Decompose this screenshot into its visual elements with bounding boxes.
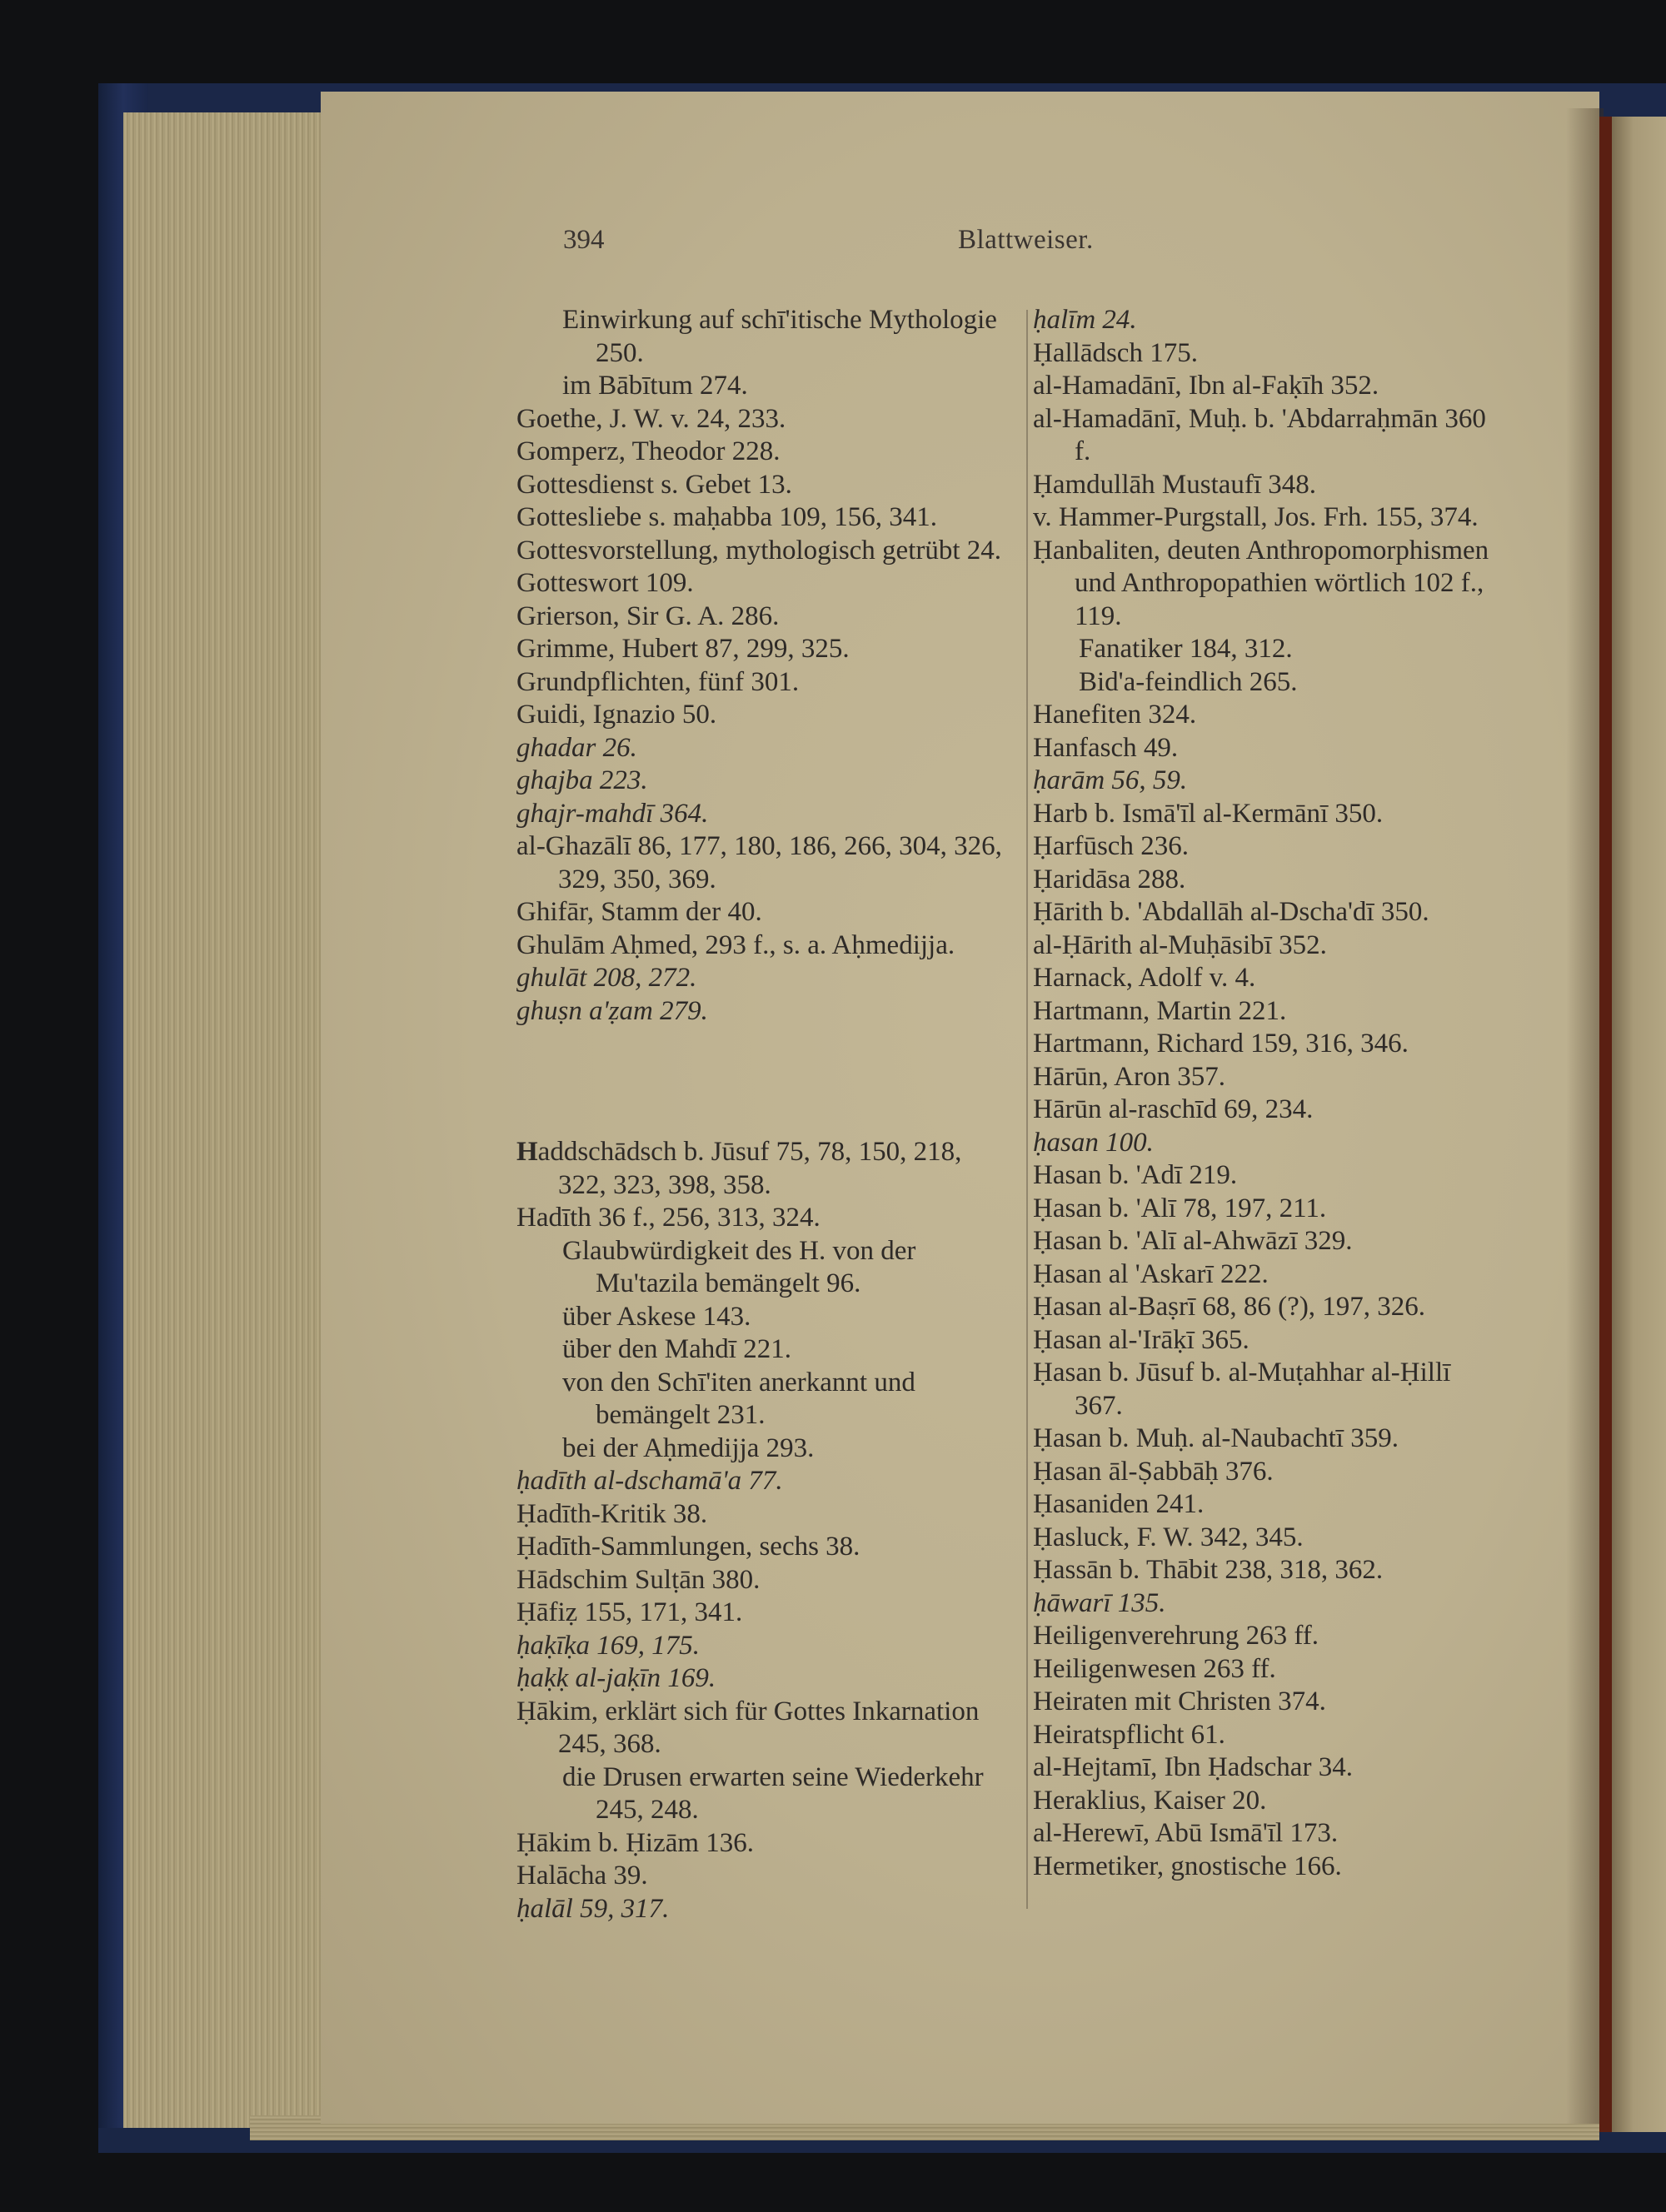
index-entry: Ḥanbaliten, deuten Anthropomorphismen und Anthropopathien wörtlich 102 f., 119. [1033, 535, 1489, 631]
index-entry: ḥaḳḳ al-jaḳīn 169. [516, 1663, 716, 1693]
index-entry: Halācha 39. [516, 1861, 648, 1891]
index-entry: Ḥadīth-Kritik 38. [516, 1498, 708, 1529]
running-head: Blattweiser. [958, 225, 1094, 255]
index-entry: Gottesdienst s. Gebet 13. [516, 469, 792, 500]
index-entry: ḥadīth al-dschamā'a 77. [516, 1466, 783, 1496]
index-entry: Hanfasch 49. [1033, 732, 1179, 763]
index-subentry: Fanatiker 184, 312. [1079, 634, 1293, 664]
index-subentry: Glaubwürdigkeit des H. von der Mu'tazila bemängelt 96. [562, 1235, 916, 1298]
index-subentry: bei der Aḥmedijja 293. [562, 1432, 815, 1463]
index-entry: Harb b. Ismā'īl al-Kermānī 350. [1033, 798, 1384, 829]
index-entry: ghajba 223. [516, 765, 648, 795]
index-entry: al-Hamadānī, Ibn al-Faḳīh 352. [1033, 371, 1379, 401]
index-entry: al-Herewī, Abū Ismā'īl 173. [1033, 1818, 1339, 1848]
index-subentry: über Askese 143. [562, 1301, 751, 1332]
index-entry: Ḥasan al-'Irāḳī 365. [1033, 1324, 1250, 1355]
index-entry: Hadīth 36 f., 256, 313, 324. [516, 1203, 821, 1233]
page-gutter [1566, 108, 1604, 2124]
index-entry: ghajr-mahdī 364. [516, 798, 709, 829]
index-entry: Ḥasan b. 'Alī 78, 197, 211. [1033, 1193, 1327, 1223]
index-entry: Heiratspflicht 61. [1033, 1719, 1225, 1750]
index-entry: ḥasan 100. [1033, 1127, 1154, 1158]
index-entry: Heiligenverehrung 263 ff. [1033, 1621, 1319, 1651]
index-entry: ghadar 26. [516, 732, 637, 763]
index-entry: ḥarām 56, 59. [1033, 765, 1188, 795]
index-subentry: von den Schī'iten anerkannt und bemängelt 231. [562, 1367, 915, 1430]
index-entry: Ḥarfūsch 236. [1033, 831, 1189, 861]
index-entry: ḥāwarī 135. [1033, 1587, 1166, 1618]
index-entry: Goethe, J. W. v. 24, 233. [516, 403, 786, 434]
index-subentry: die Drusen erwarten seine Wiederkehr 245, 248. [562, 1761, 984, 1825]
index-entry: Gotteswort 109. [516, 568, 694, 598]
index-subentry: über den Mahdī 221. [562, 1334, 791, 1364]
index-entry: Ghulām Aḥmed, 293 f., s. a. Aḥmedijja. [516, 929, 955, 960]
index-entry: Grundpflichten, fünf 301. [516, 666, 800, 697]
index-entry: Ḥārith b. 'Abdallāh al-Dscha'dī 350. [1033, 897, 1429, 927]
index-entry: Hermetiker, gnostische 166. [1033, 1851, 1342, 1881]
index-entry: Hārūn, Aron 357. [1033, 1061, 1225, 1092]
index-entry: Ḥamdullāh Mustaufī 348. [1033, 469, 1317, 500]
index-entry: Gomperz, Theodor 228. [516, 436, 781, 466]
index-entry: Ḥasluck, F. W. 342, 345. [1033, 1522, 1304, 1552]
index-entry: Ḥākim, erklärt sich für Gottes Inkarnation 245, 368. [516, 1696, 980, 1759]
index-entry: Ghifār, Stamm der 40. [516, 897, 762, 927]
index-entry: Grimme, Hubert 87, 299, 325. [516, 634, 850, 664]
index-entry: Gottesvorstellung, mythologisch getrübt 24. [516, 535, 1002, 565]
index-entry: Ḥaridāsa 288. [1033, 864, 1186, 894]
index-entry: al-Hamadānī, Muḥ. b. 'Abdarraḥmān 360 f. [1033, 403, 1486, 466]
index-entry: Ḥāfiẓ 155, 171, 341. [516, 1597, 743, 1627]
index-entry: Ḥasaniden 241. [1033, 1489, 1205, 1519]
index-column-right [1033, 304, 1499, 1883]
index-entry: ghulāt 208, 272. [516, 963, 697, 993]
index-entry: al-Ḥārith al-Muḥāsibī 352. [1033, 929, 1327, 960]
index-entry: Grierson, Sir G. A. 286. [516, 600, 780, 631]
index-entry: Gottesliebe s. maḥabba 109, 156, 341. [516, 502, 937, 532]
index-entry: Hārūn al-raschīd 69, 234. [1033, 1094, 1314, 1124]
index-entry: Heraklius, Kaiser 20. [1033, 1785, 1267, 1816]
index-entry: Hanefiten 324. [1033, 700, 1197, 730]
index-column-left [516, 304, 1016, 1926]
page-number: 394 [563, 225, 605, 255]
index-entry: Harnack, Adolf v. 4. [1033, 963, 1256, 993]
index-entry: Ḥadīth-Sammlungen, sechs 38. [516, 1532, 860, 1562]
index-entry: Heiligenwesen 263 ff. [1033, 1653, 1276, 1684]
index-entry: Ḥasan b. Jūsuf b. al-Muṭahhar al-Ḥillī 367. [1033, 1358, 1451, 1421]
column-divider [1026, 310, 1028, 1909]
index-entry: Hartmann, Richard 159, 316, 346. [1033, 1029, 1409, 1059]
index-subentry: Bid'a-feindlich 265. [1079, 666, 1298, 697]
index-entry: ḥalāl 59, 317. [516, 1893, 670, 1924]
index-entry: ḥalīm 24. [1033, 305, 1137, 335]
index-subentry: im Bābītum 274. [562, 371, 748, 401]
index-entry: ghuṣn a'ẓam 279. [516, 995, 708, 1026]
index-entry: Ḥasan āl-Ṣabbāḥ 376. [1033, 1456, 1274, 1487]
index-entry: Ḥasan b. Muḥ. al-Naubachtī 359. [1033, 1423, 1399, 1453]
index-entry: Ḥassān b. Thābit 238, 318, 362. [1033, 1555, 1384, 1585]
index-entry: Haddschādsch b. Jūsuf 75, 78, 150, 218, 322, 323, 398, 358. [516, 1137, 962, 1200]
index-entry: Hādschim Sulṭān 380. [516, 1564, 761, 1595]
index-entry: ḥaḳīḳa 169, 175. [516, 1630, 700, 1661]
index-entry: Ḥasan al 'Askarī 222. [1033, 1258, 1269, 1289]
index-subentry: Einwirkung auf schī'itische Mythologie 250. [562, 305, 997, 368]
page-edges [123, 112, 340, 2136]
section-gap [516, 1028, 1016, 1136]
index-entry: Guidi, Ignazio 50. [516, 700, 717, 730]
index-entry: Ḥākim b. Ḥizām 136. [516, 1827, 755, 1858]
index-entry: Hartmann, Martin 221. [1033, 995, 1287, 1026]
index-entry: Heiraten mit Christen 374. [1033, 1686, 1326, 1716]
facing-page-edge [1612, 117, 1666, 2132]
index-entry: v. Hammer-Purgstall, Jos. Frh. 155, 374. [1033, 502, 1479, 532]
index-entry: Ḥasan b. 'Alī al-Ahwāzī 329. [1033, 1226, 1353, 1256]
index-entry: Hasan b. 'Adī 219. [1033, 1160, 1238, 1190]
index-entry: Ḥasan al-Baṣrī 68, 86 (?), 197, 326. [1033, 1292, 1426, 1322]
index-entry: Ḥallādsch 175. [1033, 337, 1198, 368]
index-entry: al-Ghazālī 86, 177, 180, 186, 266, 304, 326, 329, 350, 369. [516, 831, 1002, 894]
index-entry: al-Hejtamī, Ibn Ḥadschar 34. [1033, 1752, 1353, 1782]
